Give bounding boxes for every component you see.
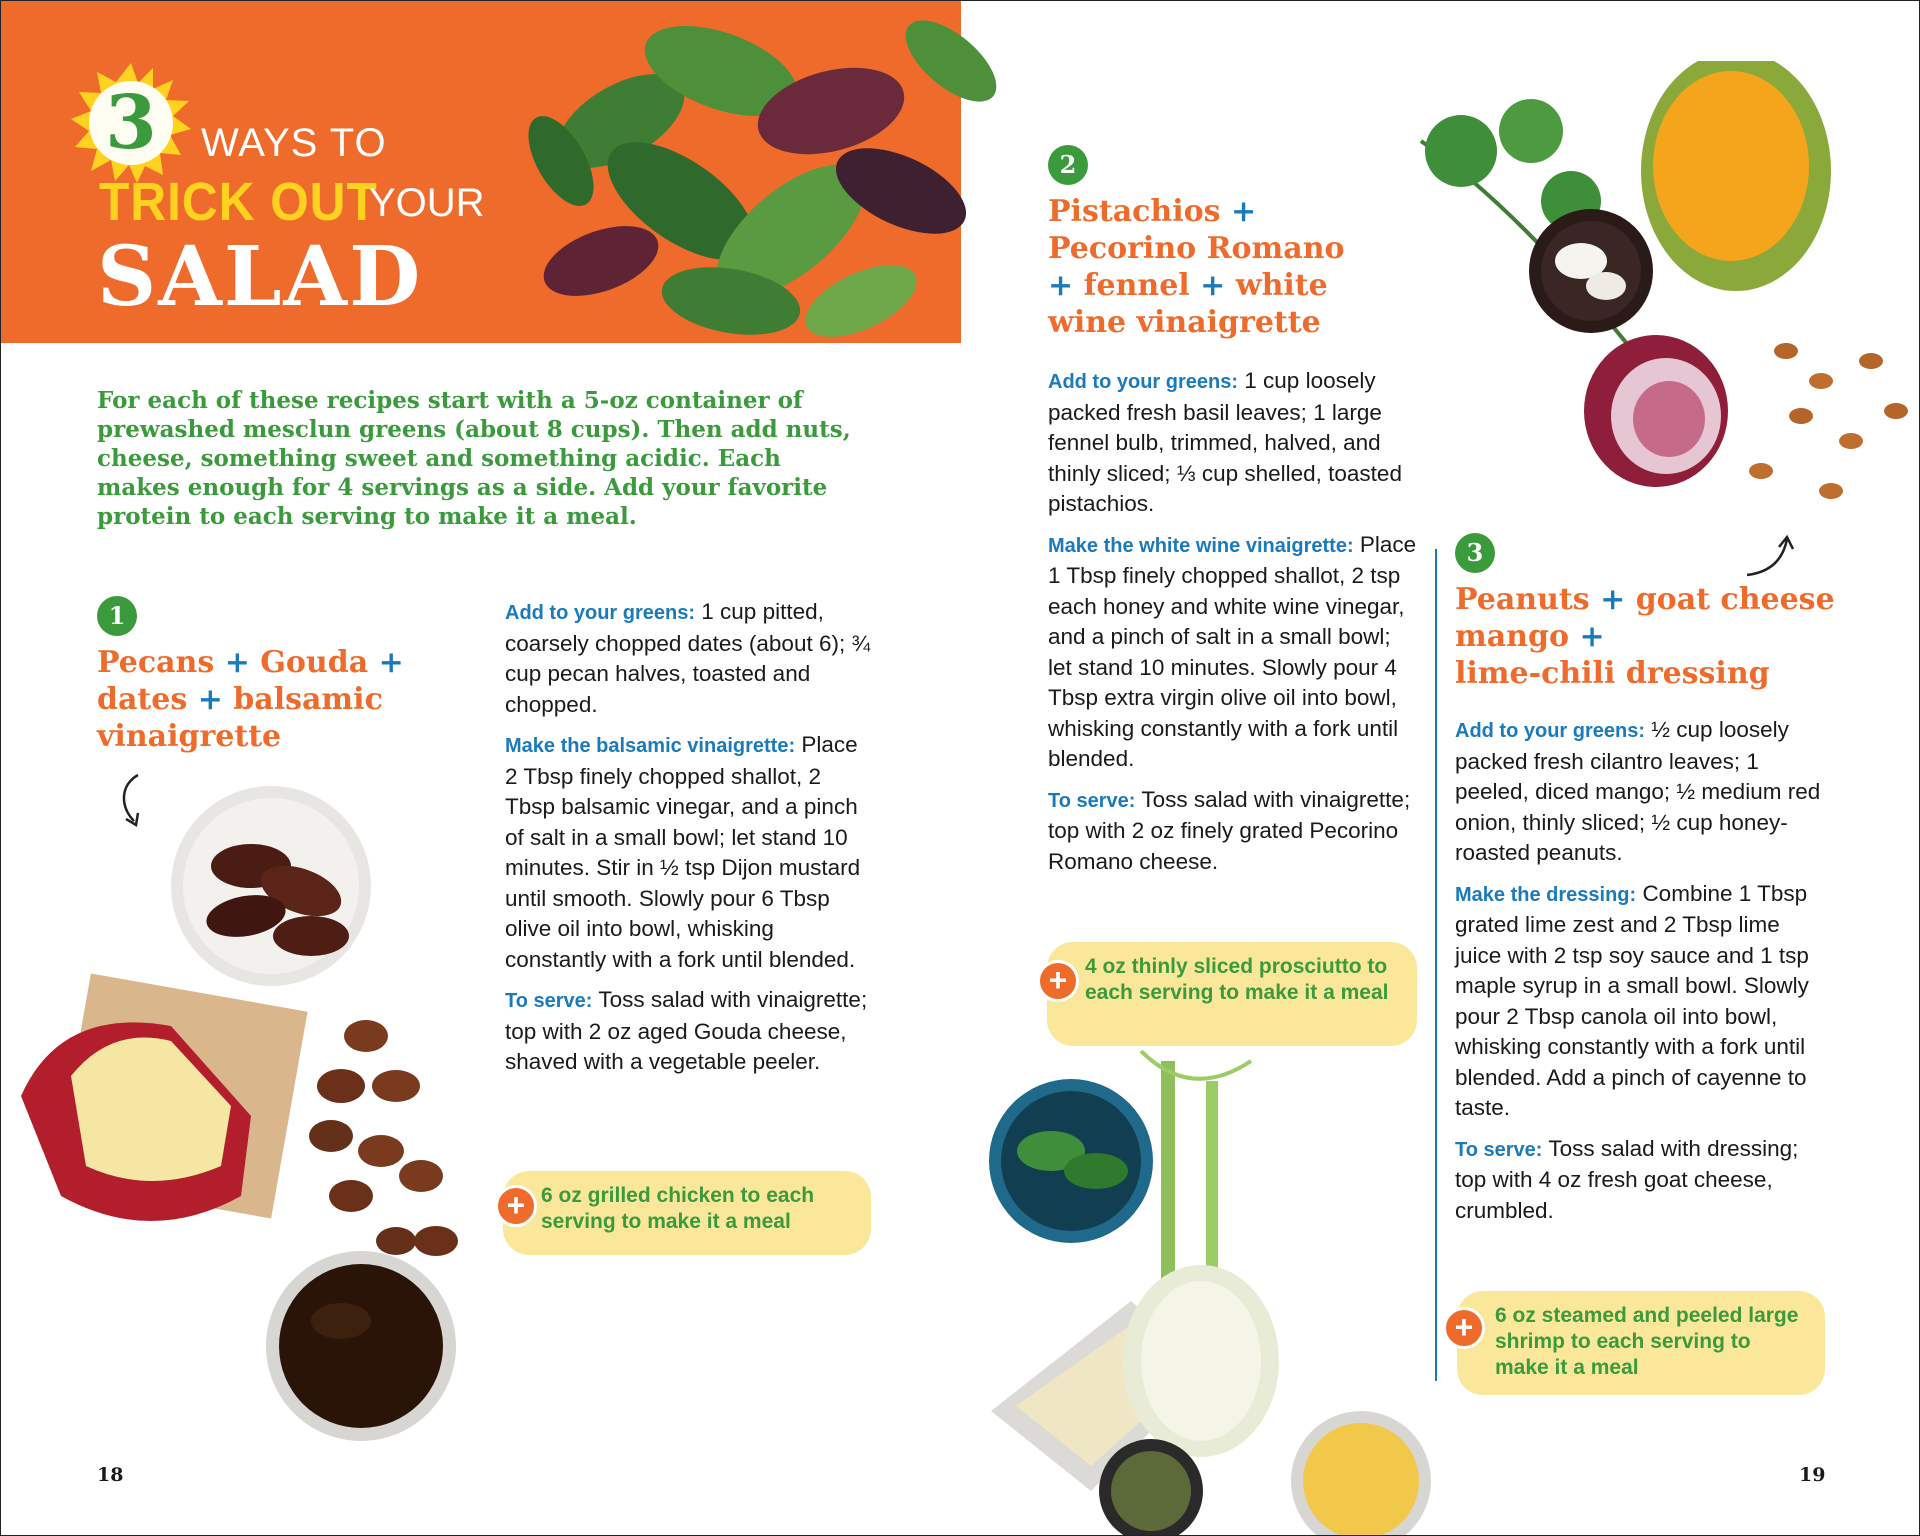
recipe-3-tip: 6 oz steamed and peeled large shrimp to each serving to make it a meal — [1457, 1291, 1825, 1395]
recipe-1-title: Pecans + Gouda + dates + balsamic vinaigrette — [97, 645, 404, 754]
recipe-3-body: Add to your greens: ½ cup loosely packed fresh cilantro leaves; 1 peeled, diced mango; ½ medium red onion, thinly sliced; ½ cup honey-roasted peanuts. Make the dressing: Combine 1 Tbsp grated lime zest and 2 Tbsp lime juice with 2 tsp soy sauce and 1 tsp maple syrup in a small bowl. Slowly pour 2 Tbsp canola oil into bowl, whisking constantly with a fork until blended. Add a pinch of cayenne to taste. To serve: Toss salad with dressing; top with 4 oz fresh goat cheese, crumbled. — [1455, 717, 1821, 1223]
column-divider — [1435, 549, 1437, 1381]
recipe-1-body: Add to your greens: 1 cup pitted, coarsely chopped dates (about 6); ¾ cup pecan halves, toasted and chopped. Make the balsamic vinaigrette: Place 2 Tbsp finely chopped shallot, 2 Tbsp balsamic vinegar, and a pinch of salt in a small bowl; let stand 10 minutes. Stir in ½ tsp Dijon mustard until smooth. Slowly pour 6 Tbsp olive oil into bowl, whisking constantly with a fork until blended. To serve: Toss salad with vinaigrette; top with 2 oz aged Gouda cheese, shaved with a vegetable peeler. — [505, 599, 871, 1074]
recipe-1-tip-plus-icon: + — [495, 1185, 537, 1227]
header-ways-to: WAYS TO — [201, 121, 387, 165]
recipe-3-tip-plus-icon: + — [1443, 1307, 1485, 1349]
page-number-right: 19 — [1799, 1464, 1826, 1486]
recipe-3-ingredients-photo — [1401, 61, 1920, 561]
intro-paragraph: For each of these recipes start with a 5-oz container of prewashed mesclun greens (about 8 cups). Then add nuts, cheese, something sweet and something acidic. Each makes enough for 4 servings as a side. Add your favorite protein to each serving to make it a meal. — [97, 387, 851, 530]
header-number: 3 — [105, 80, 157, 166]
header-trick-out: TRICK OUT — [99, 172, 378, 232]
recipe-2-tip-plus-icon: + — [1037, 960, 1079, 1002]
recipe-1-tip: 6 oz grilled chicken to each serving to make it a meal — [503, 1171, 871, 1255]
page-number-left: 18 — [97, 1464, 124, 1486]
recipe-2-title: Pistachios + Pecorino Romano + fennel + white wine vinaigrette — [1048, 194, 1345, 340]
recipe-2-body: Add to your greens: 1 cup loosely packed fresh basil leaves; 1 large fennel bulb, trimmed, halved, and thinly sliced; ⅓ cup shelled, toasted pistachios. Make the white wine vinaigrette: Place 1 Tbsp finely chopped shallot, 2 tsp each honey and white wine vinegar, and a pinch of salt in a small bowl; let stand 10 minutes. Slowly pour 4 Tbsp extra virgin olive oil into bowl, whisking constantly with a fork until blended. To serve: Toss salad with vinaigrette; top with 2 oz finely grated Pecorino Romano cheese. — [1048, 368, 1417, 874]
recipe-1-badge: 1 — [97, 596, 137, 636]
header-your: YOUR — [369, 181, 485, 225]
recipe-3-title: Peanuts + goat cheese mango + lime-chili dressing — [1455, 582, 1835, 691]
recipe-2-badge: 2 — [1048, 145, 1088, 185]
recipe-2-ingredients-photo — [961, 1041, 1441, 1535]
mesclun-greens-photo — [501, 1, 1021, 371]
recipe-1-ingredients-photo — [1, 776, 481, 1536]
header-salad: SALAD — [97, 229, 423, 325]
recipe-2-tip: 4 oz thinly sliced prosciutto to each serving to make it a meal — [1047, 942, 1417, 1046]
curved-arrow-icon — [1741, 531, 1801, 581]
recipe-3-badge: 3 — [1455, 533, 1495, 573]
